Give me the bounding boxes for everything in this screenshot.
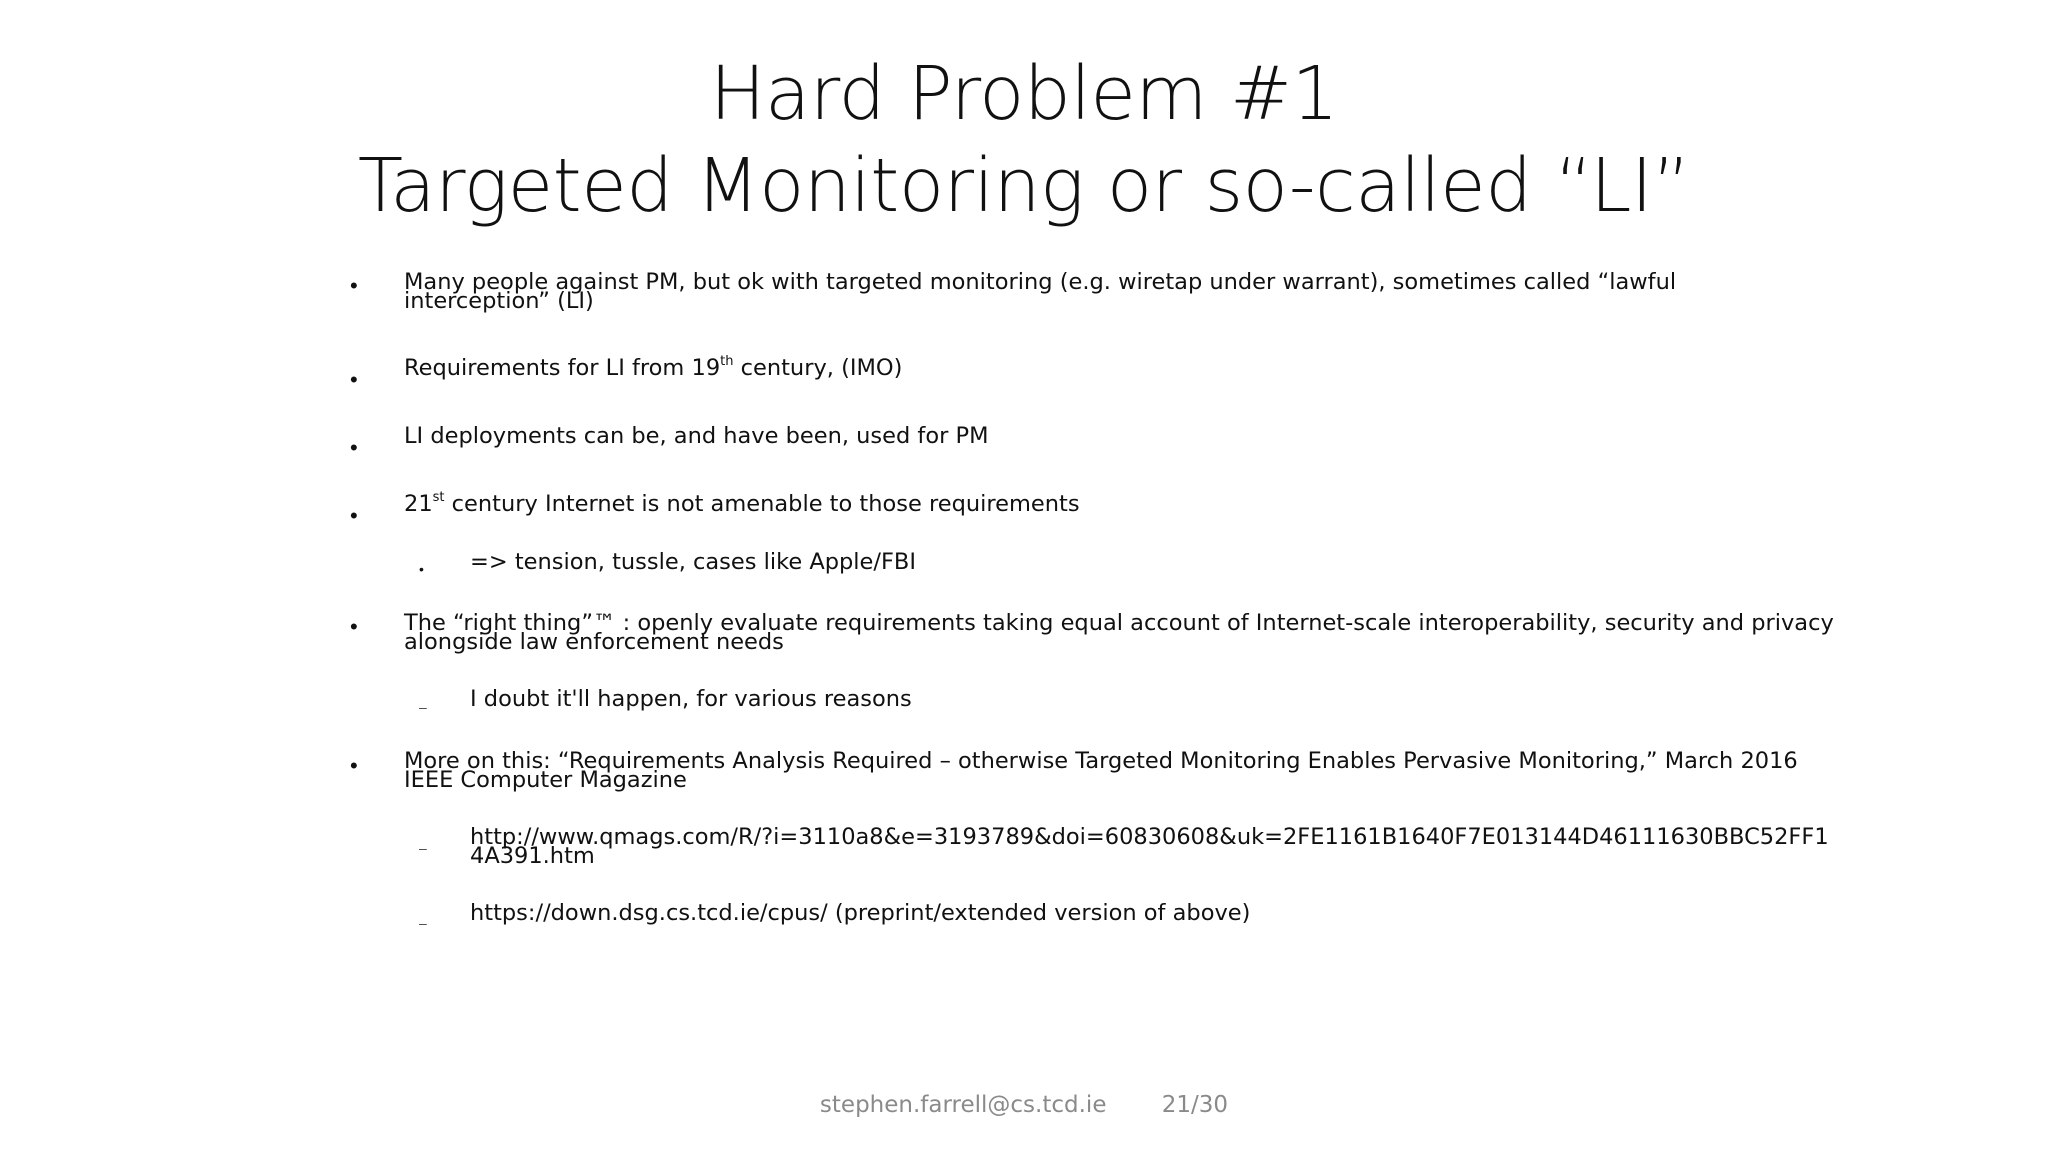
bullet-text-li-deployments [404,423,989,449]
bullet-text-line: The “right thing”™ : openly evaluate requirements taking equal account of Internet-scale interoperability, security and privacy [404,610,1834,636]
bullet-text-li-requirements [404,353,903,381]
superscript: th [720,353,734,369]
sub-bullet-text-tension [470,549,916,575]
bullet-text-lawful-interception [404,269,1677,314]
link-text[interactable]: https://down.dsg.cs.tcd.ie/cpus/ (preprint/extended version of above) [470,900,1251,926]
slide-title-line-2: Targeted Monitoring or so-called “LI” [357,143,1691,229]
bullet-icon [350,617,358,636]
bullet-text-line: interception” (LI) [404,288,594,314]
link-text-line[interactable]: http://www.qmags.com/R/?i=3110a8&e=3193789&doi=60830608&uk=2FE1161B1640F7E013144D46111630BBC52FF1 [470,824,1829,850]
bullet-text-line: IEEE Computer Magazine [404,767,687,793]
slide-footer [0,1092,2048,1118]
bullet-text-21st-century [404,489,1080,517]
bullet-text-line: More on this: “Requirements Analysis Required – otherwise Targeted Monitoring Enables Pervasive Monitoring,” March 2016 [404,748,1798,774]
footer-page-number: 21/30 [1161,1092,1229,1118]
bullet-text-part: century Internet is not amenable to those requirements [444,491,1080,517]
bullet-text-more-on-this [404,748,1798,793]
sub-bullet-dash-icon [419,695,427,717]
slide-title-line-1: Hard Problem #1 [709,51,1339,137]
superscript: st [432,489,445,505]
bullet-icon [350,506,358,525]
bullet-icon [350,756,358,775]
bullet-icon [350,276,358,295]
bullet-text-part: I doubt it'll happen, for various reasons [470,686,912,712]
bullet-text-part: century, (IMO) [733,355,903,381]
footer-email: stephen.farrell@cs.tcd.ie [819,1092,1107,1118]
link-text-line[interactable]: 4A391.htm [470,843,595,869]
bullet-icon [350,370,358,389]
bullet-text-right-thing [404,610,1834,655]
bullet-text-part: 21 [404,491,433,517]
bullet-text-line: alongside law enforcement needs [404,629,784,655]
bullet-text-part: => tension, tussle, cases like Apple/FBI [470,549,916,575]
sub-bullet-link-preprint[interactable] [470,900,1251,926]
sub-bullet-dash-icon [419,836,427,858]
bullet-text-part: LI deployments can be, and have been, used for PM [404,423,989,449]
sub-bullet-text-doubt [470,686,912,712]
sub-bullet-dash-icon [419,911,427,933]
sub-bullet-link-qmags[interactable] [470,824,1829,869]
bullet-icon [350,438,358,457]
bullet-text-part: Requirements for LI from 19 [404,355,721,381]
bullet-text-line: Many people against PM, but ok with targeted monitoring (e.g. wiretap under warrant), sometimes called “lawful [404,269,1677,295]
sub-bullet-icon [419,557,424,579]
